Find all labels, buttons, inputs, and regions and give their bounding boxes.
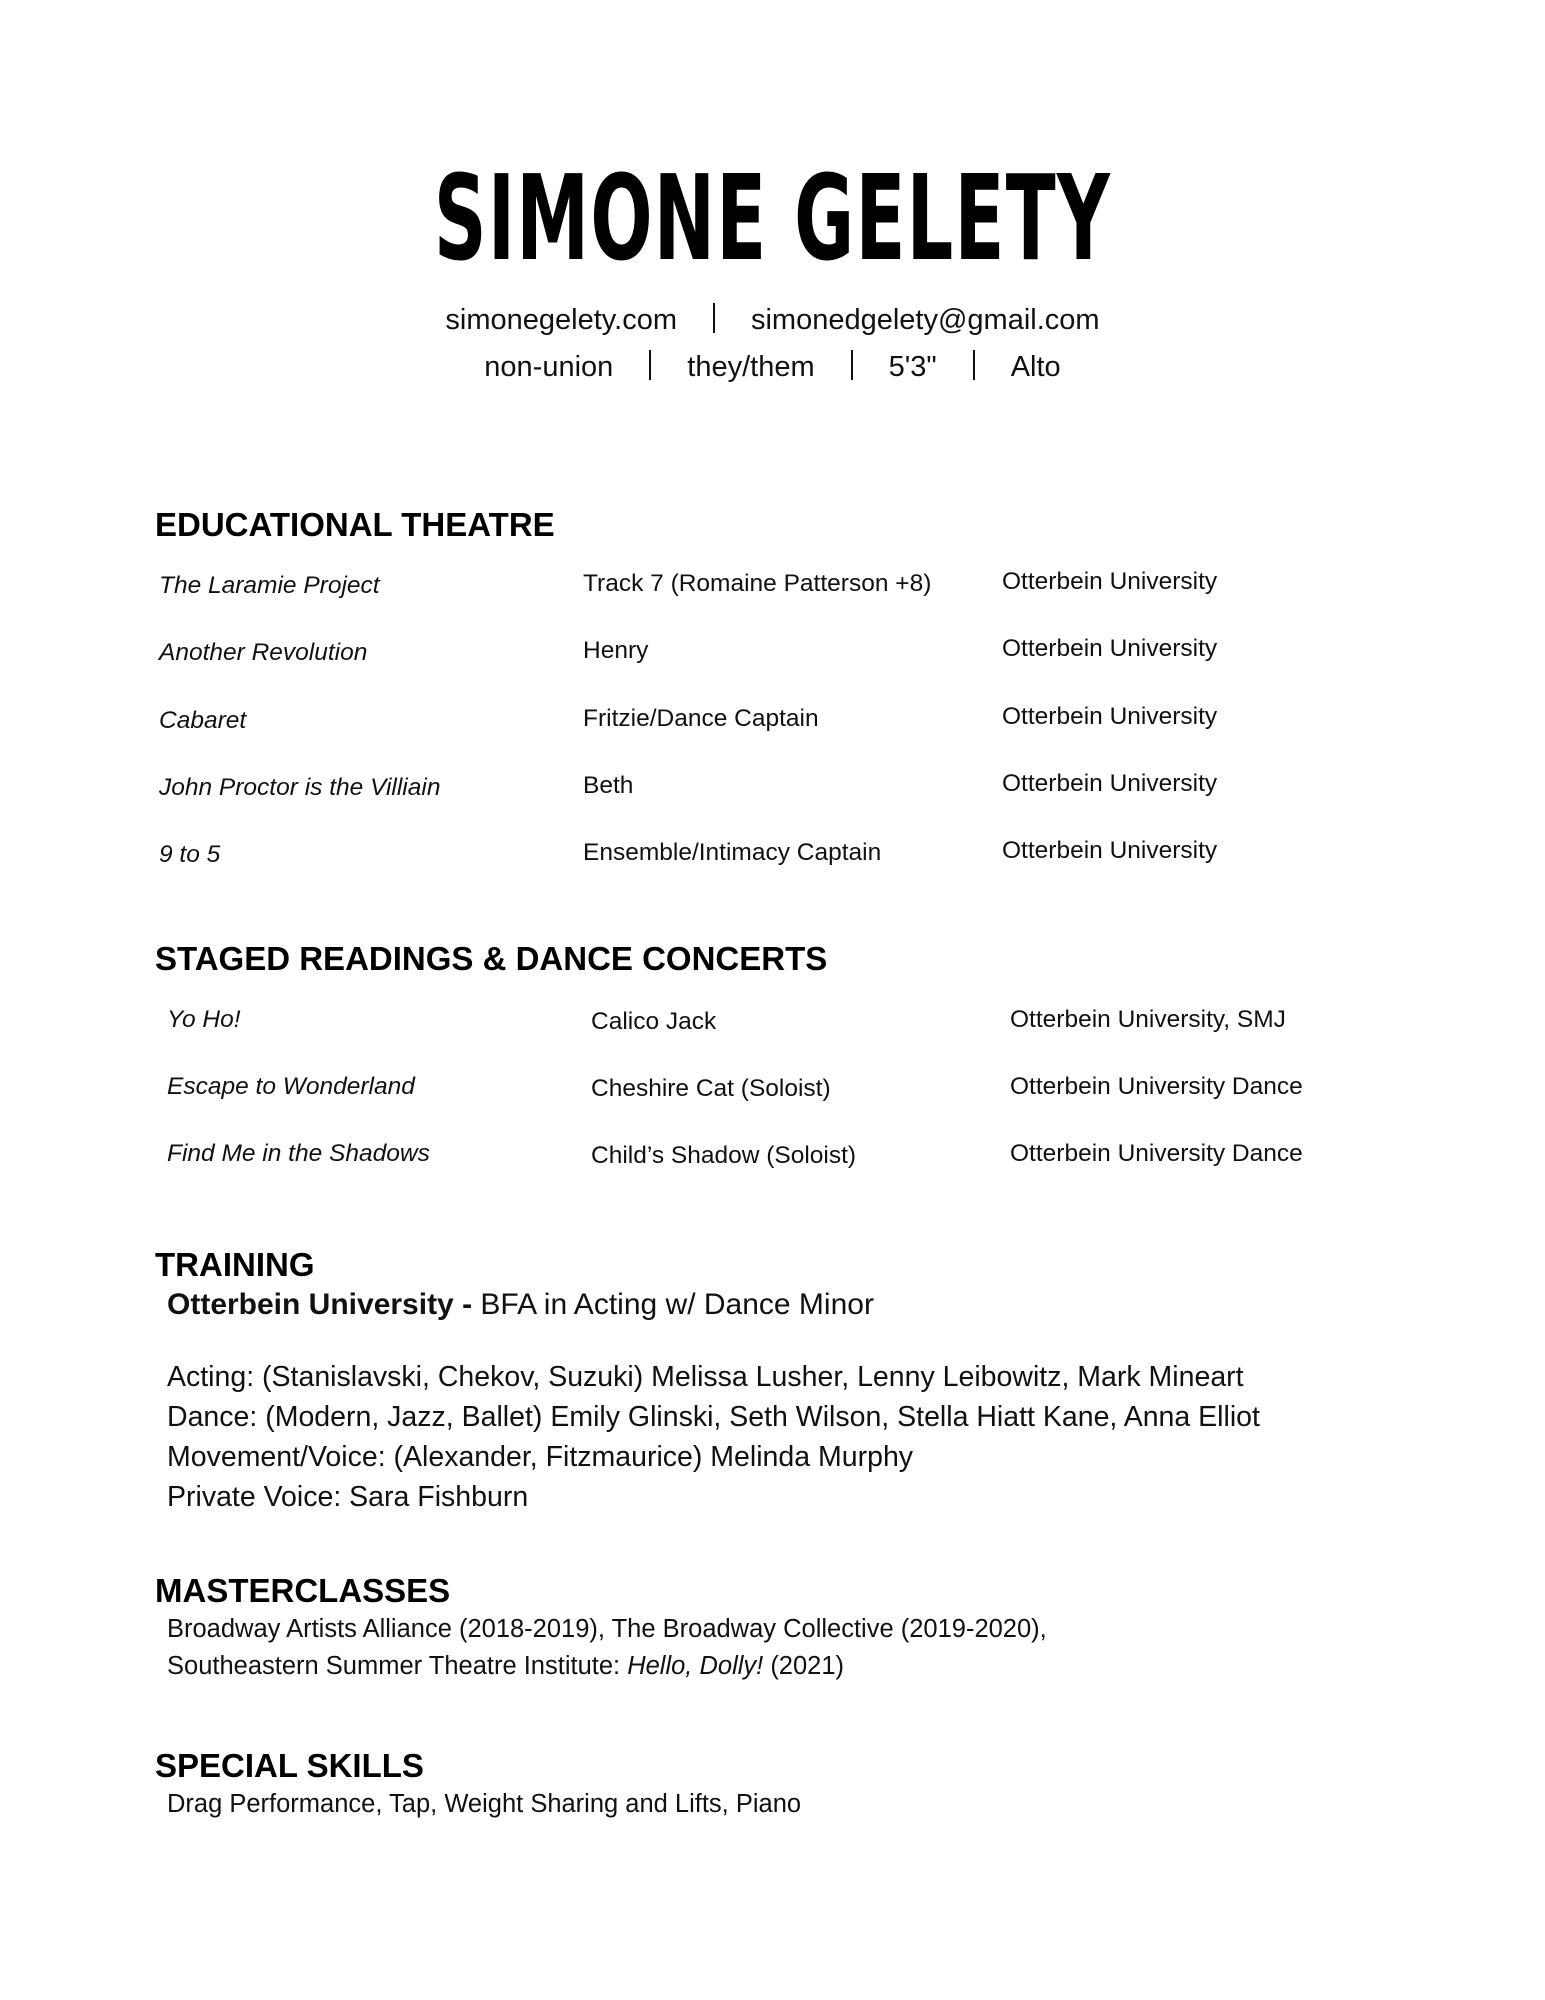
- contact-line-2: [0, 349, 1545, 385]
- masterclass-show-title: Hello, Dolly!: [627, 1652, 764, 1680]
- show-title: The Laramie Project: [159, 572, 380, 599]
- show-title: John Proctor is the Villiain: [159, 774, 441, 801]
- venue-name: Otterbein University: [1002, 837, 1218, 864]
- show-title: Escape to Wonderland: [167, 1073, 415, 1100]
- venue-name: Otterbein University Dance: [1010, 1140, 1303, 1167]
- role-name: Henry: [583, 637, 649, 664]
- contact-line-1: [0, 302, 1545, 338]
- separator: [713, 303, 715, 333]
- union-status: non-union: [484, 351, 614, 383]
- educational-theatre-heading: EDUCATIONAL THEATRE: [155, 506, 555, 543]
- masterclass-year: (2021): [763, 1652, 845, 1680]
- training-movement-voice: Movement/Voice: (Alexander, Fitzmaurice) Melinda Murphy: [167, 1441, 914, 1473]
- training-school-line: [167, 1286, 874, 1324]
- masterclass-prefix: Southeastern Summer Theatre Institute:: [167, 1652, 628, 1680]
- special-skills-heading: SPECIAL SKILLS: [155, 1747, 424, 1784]
- performer-name: SIMONE GELETY: [433, 149, 1112, 287]
- credit-row: [0, 835, 1545, 875]
- role-name: Fritzie/Dance Captain: [583, 705, 819, 732]
- venue-name: Otterbein University: [1002, 770, 1218, 797]
- training-dance: Dance: (Modern, Jazz, Ballet) Emily Glinski, Seth Wilson, Stella Hiatt Kane, Anna Elliot: [167, 1401, 1260, 1433]
- venue-name: Otterbein University, SMJ: [1010, 1006, 1286, 1033]
- school-name: Otterbein University -: [167, 1288, 473, 1321]
- credit-row: [0, 1004, 1545, 1044]
- training-private-voice: Private Voice: Sara Fishburn: [167, 1481, 529, 1513]
- role-name: Beth: [583, 772, 634, 799]
- separator: [649, 350, 651, 380]
- training-heading: TRAINING: [155, 1246, 315, 1283]
- role-name: Child’s Shadow (Soloist): [591, 1142, 857, 1169]
- height-text: 5'3": [888, 351, 937, 383]
- show-title: Find Me in the Shadows: [167, 1140, 430, 1167]
- show-title: Yo Ho!: [167, 1006, 241, 1033]
- masterclasses-line-2: [167, 1649, 844, 1683]
- venue-name: Otterbein University Dance: [1010, 1073, 1303, 1100]
- degree-text: BFA in Acting w/ Dance Minor: [472, 1288, 874, 1321]
- special-skills-text: Drag Performance, Tap, Weight Sharing and Lifts, Piano: [167, 1790, 802, 1818]
- pronouns-text: they/them: [687, 351, 815, 383]
- credit-row: [0, 633, 1545, 673]
- masterclasses-heading: MASTERCLASSES: [155, 1572, 451, 1609]
- credit-row: [0, 701, 1545, 741]
- show-title: Cabaret: [159, 707, 247, 734]
- training-acting: Acting: (Stanislavski, Chekov, Suzuki) Melissa Lusher, Lenny Leibowitz, Mark Mineart: [167, 1361, 1244, 1393]
- role-name: Ensemble/Intimacy Captain: [583, 839, 882, 866]
- credit-row: [0, 768, 1545, 808]
- credit-row: [0, 566, 1545, 606]
- website-text: simonegelety.com: [445, 304, 677, 336]
- venue-name: Otterbein University: [1002, 703, 1218, 730]
- venue-name: Otterbein University: [1002, 635, 1218, 662]
- show-title: 9 to 5: [159, 841, 221, 868]
- email-text: simonedgelety@gmail.com: [750, 304, 1100, 336]
- credit-row: [0, 1138, 1545, 1178]
- voice-type: Alto: [1010, 351, 1061, 383]
- credit-row: [0, 1071, 1545, 1111]
- separator: [973, 350, 975, 380]
- role-name: Calico Jack: [591, 1008, 717, 1035]
- staged-readings-heading: STAGED READINGS & DANCE CONCERTS: [155, 940, 828, 977]
- separator: [851, 350, 853, 380]
- role-name: Track 7 (Romaine Patterson +8): [583, 570, 932, 597]
- masterclasses-line-1: Broadway Artists Alliance (2018-2019), The Broadway Collective (2019-2020),: [167, 1615, 1047, 1643]
- venue-name: Otterbein University: [1002, 568, 1218, 595]
- show-title: Another Revolution: [159, 639, 368, 666]
- role-name: Cheshire Cat (Soloist): [591, 1075, 831, 1102]
